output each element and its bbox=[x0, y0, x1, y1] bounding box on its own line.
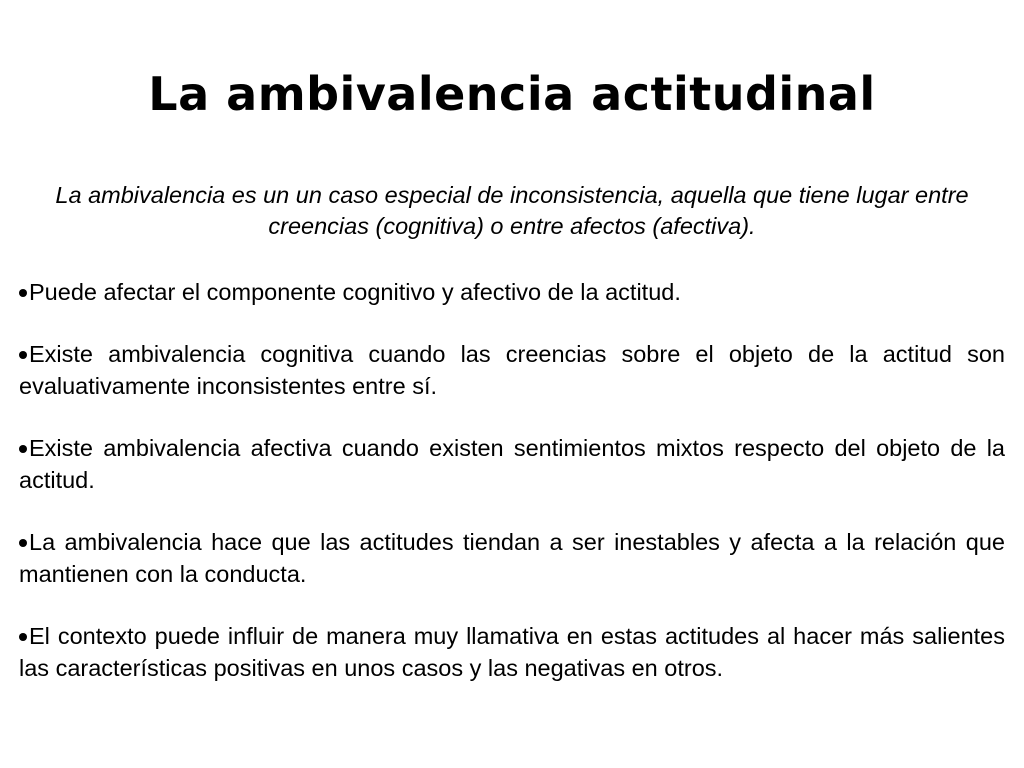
bullet-item bbox=[19, 432, 1005, 496]
bullet-text: Existe ambivalencia cognitiva cuando las creencias sobre el objeto de la actitud son evaluativamente inconsistentes entre sí. bbox=[19, 341, 1005, 399]
bullet-dot-icon bbox=[19, 633, 27, 641]
bullet-item bbox=[19, 338, 1005, 402]
bullet-dot-icon bbox=[19, 539, 27, 547]
slide-title: La ambivalencia actitudinal bbox=[148, 67, 876, 121]
bullet-dot-icon bbox=[19, 445, 27, 453]
bullet-item bbox=[19, 526, 1005, 590]
bullet-text: Existe ambivalencia afectiva cuando existen sentimientos mixtos respecto del objeto de la actitud. bbox=[19, 435, 1005, 493]
bullet-text: Puede afectar el componente cognitivo y afectivo de la actitud. bbox=[29, 279, 681, 305]
bullet-dot-icon bbox=[19, 289, 27, 297]
bullet-list bbox=[19, 276, 1005, 714]
bullet-text: La ambivalencia hace que las actitudes tiendan a ser inestables y afecta a la relación que mantienen con la conducta. bbox=[19, 529, 1005, 587]
bullet-text: El contexto puede influir de manera muy llamativa en estas actitudes al hacer más salientes las características positivas en unos casos y las negativas en otros. bbox=[19, 623, 1005, 681]
intro-paragraph: La ambivalencia es un un caso especial de inconsistencia, aquella que tiene lugar entre creencias (cognitiva) o entre afectos (afectiva). bbox=[55, 182, 969, 239]
bullet-item bbox=[19, 620, 1005, 684]
bullet-dot-icon bbox=[19, 351, 27, 359]
bullet-item bbox=[19, 276, 1005, 308]
